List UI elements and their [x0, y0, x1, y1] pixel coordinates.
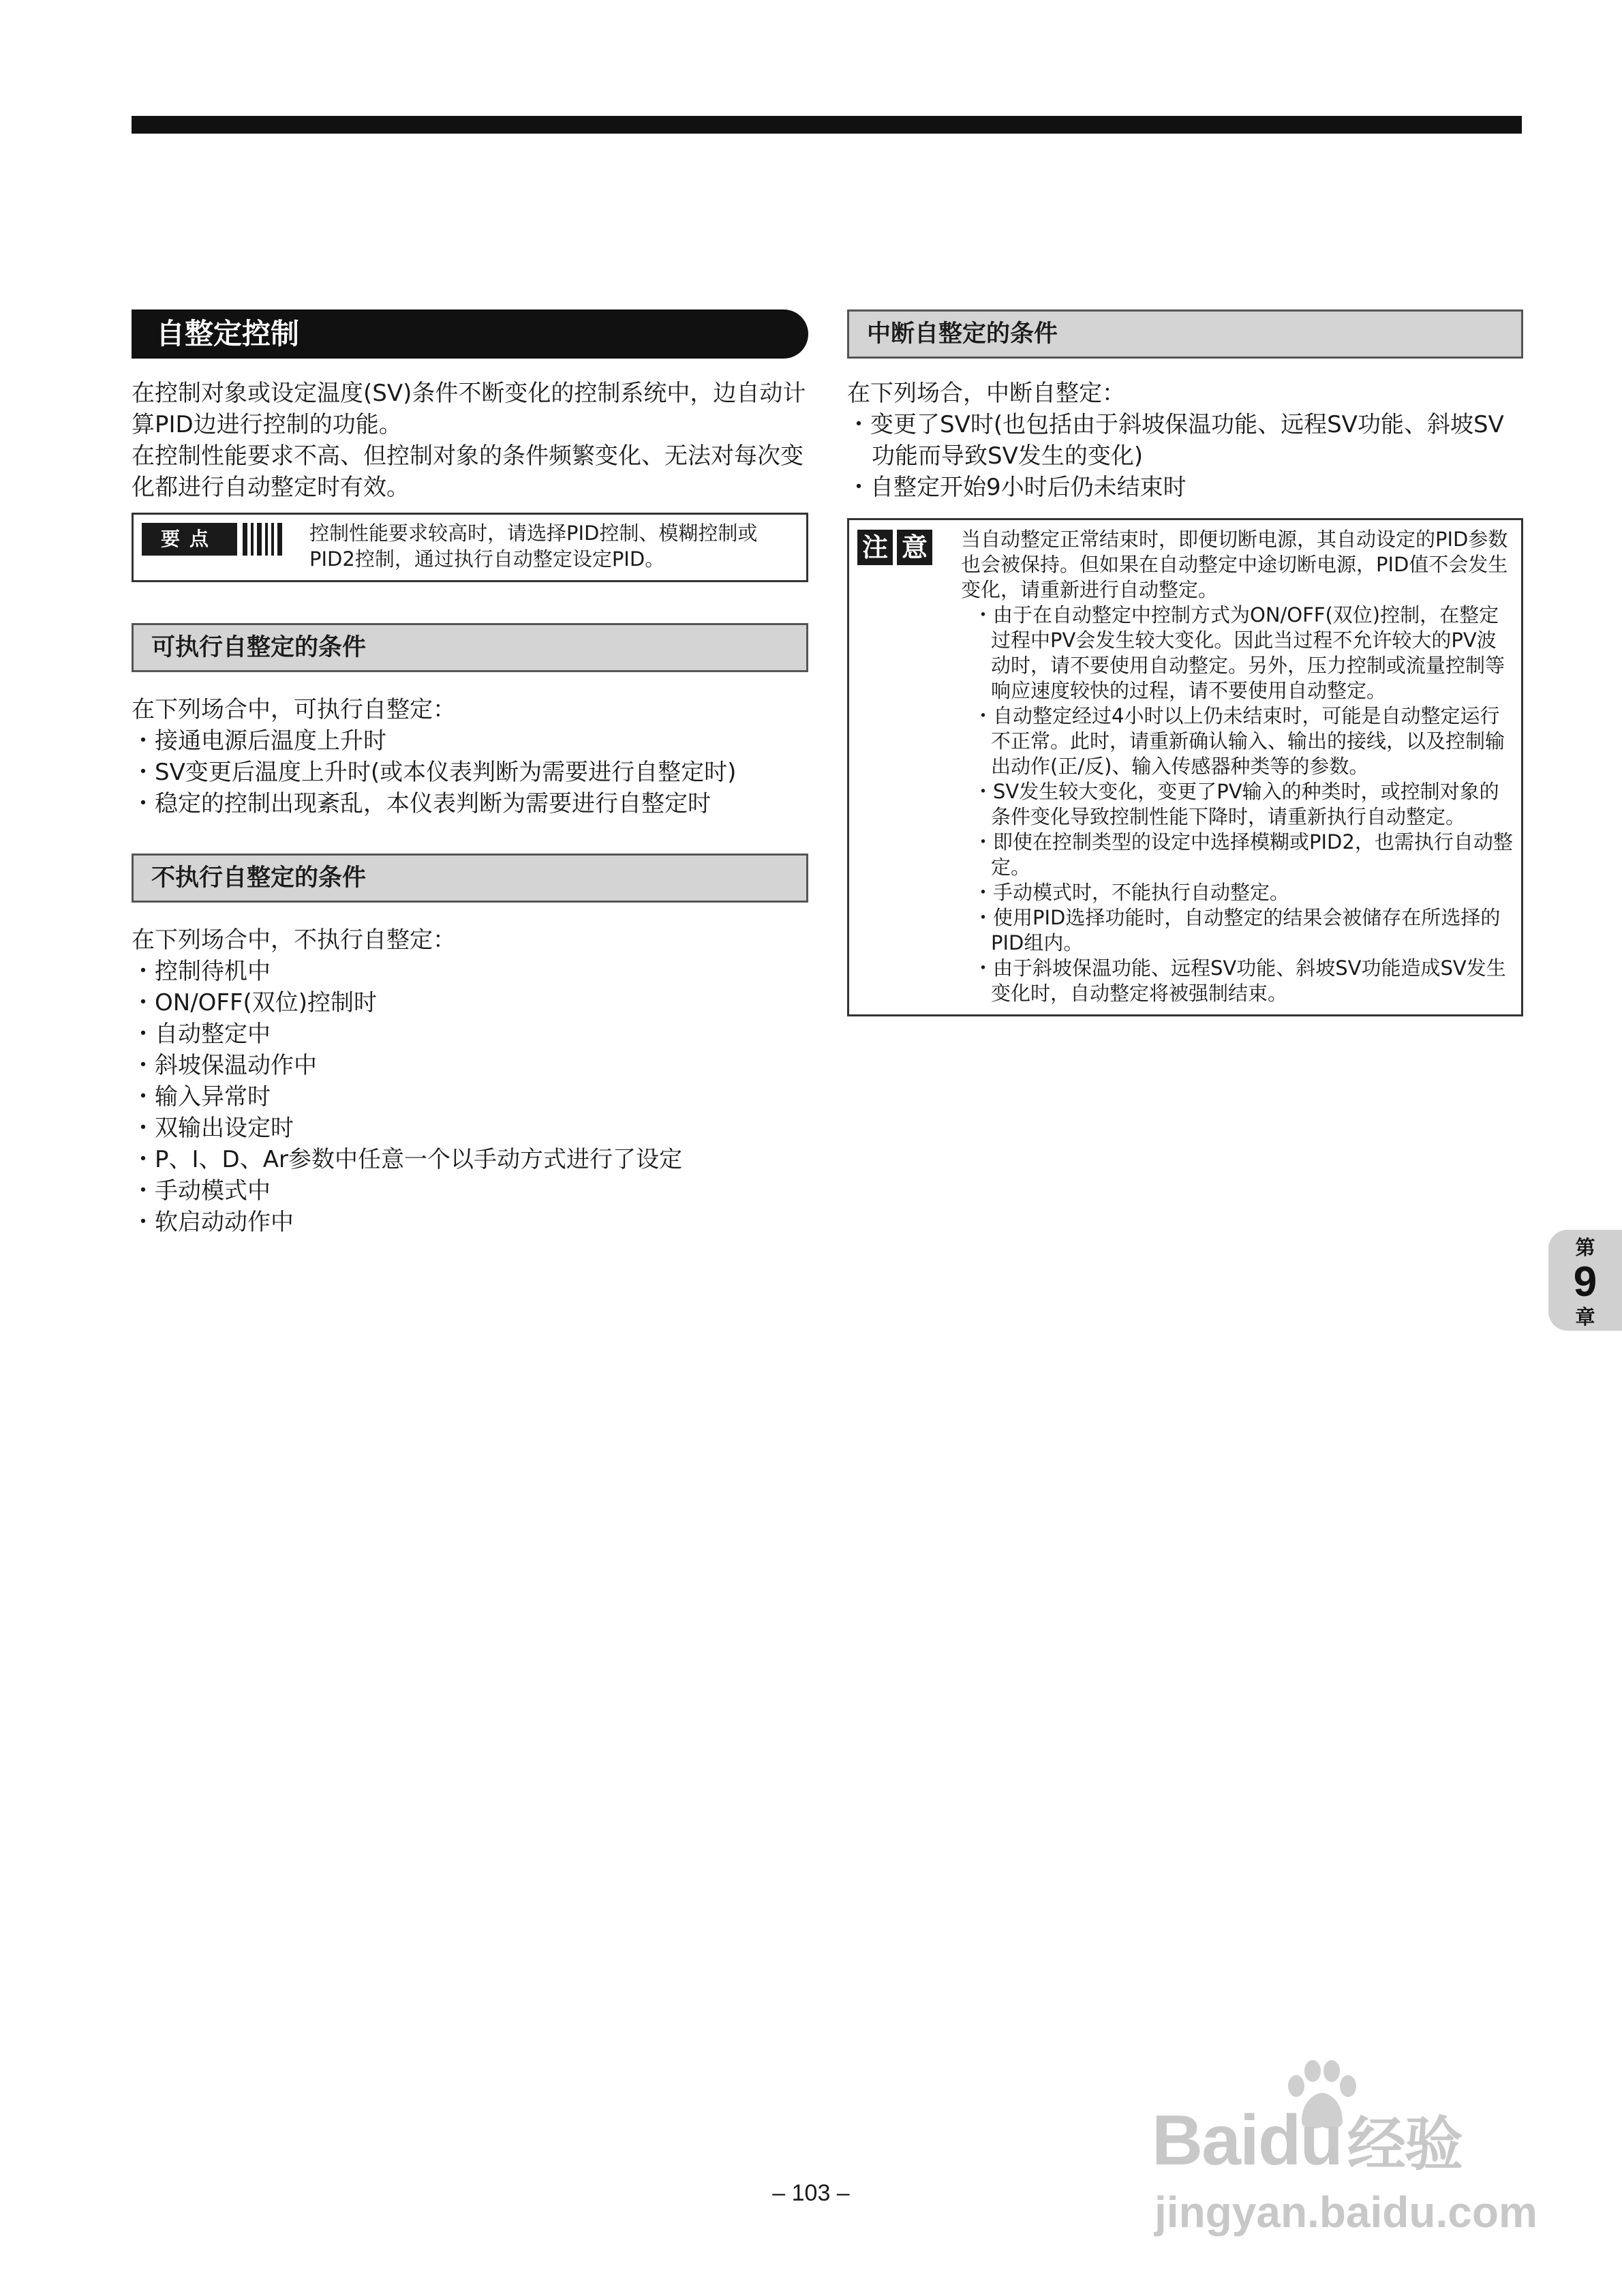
interrupt-list: [847, 409, 1523, 503]
heading-not-execute: 不执行自整定的条件: [132, 854, 808, 903]
caution-box: [847, 518, 1523, 1016]
not-execute-list: [132, 956, 808, 1238]
list-item: ・双输出设定时: [132, 1115, 294, 1142]
chapter-number: 9: [1573, 1258, 1597, 1305]
list-item: ・即使在控制类型的设定中选择模糊或PID2，也需执行自动整定。: [973, 830, 1513, 879]
right-column: [847, 309, 1523, 1016]
caution-body: [961, 527, 1514, 1006]
list-item: ・自整定开始9小时后仍未结束时: [847, 474, 1187, 501]
list-item: ・手动模式时，不能执行自动整定。: [973, 881, 1290, 904]
list-item: ・由于在自动整定中控制方式为ON/OFF(双位)控制，在整定过程中PV会发生较大变化。因此当过程不允许较大的PV波动时，请不要使用自动整定。另外，压力控制或流量控制等响应速度较快的过程，请不要使用自动整定。: [973, 603, 1505, 702]
list-item: ・P、I、D、Ar参数中任意一个以手动方式进行了设定: [132, 1146, 682, 1173]
watermark: [1152, 2059, 1537, 2237]
list-item: ・稳定的控制出现紊乱，本仪表判断为需要进行自整定时: [132, 790, 711, 817]
barcode-icon: [243, 523, 282, 556]
list-item: ・使用PID选择功能时，自动整定的结果会被储存在所选择的PID组内。: [973, 906, 1501, 954]
keypoint-box: [132, 513, 808, 582]
caution-char: 意: [897, 530, 932, 565]
list-item: ・斜坡保温动作中: [132, 1052, 317, 1079]
list-item: ・SV发生较大变化，变更了PV输入的种类时，或控制对象的条件变化导致控制性能下降时，请重新执行自动整定。: [973, 780, 1499, 828]
chapter-prefix: 第: [1575, 1236, 1595, 1259]
list-item: ・ON/OFF(双位)控制时: [132, 989, 378, 1016]
list-item: ・SV变更后温度上升时(或本仪表判断为需要进行自整定时): [132, 759, 737, 786]
list-item: ・自动整定经过4小时以上仍未结束时，可能是自动整定运行不正常。此时，请重新确认输入、输出的接线，以及控制输出动作(正/反)、输入传感器种类等的参数。: [973, 704, 1505, 778]
list-item: ・自动整定中: [132, 1021, 271, 1048]
keypoint-tag: 要点: [142, 523, 237, 556]
list-item: ・由于斜坡保温功能、远程SV功能、斜坡SV功能造成SV发生变化时，自动整定将被强制结束。: [973, 956, 1506, 1005]
list-item: ・软启动动作中: [132, 1209, 294, 1236]
interrupt-intro: 在下列场合，中断自整定：: [847, 380, 1125, 407]
list-item: ・输入异常时: [132, 1083, 271, 1111]
list-item: ・接通电源后温度上升时: [132, 727, 386, 755]
heading-interrupt: 中断自整定的条件: [847, 309, 1523, 359]
keypoint-label: [142, 523, 282, 556]
caution-intro: 当自动整定正常结束时，即便切断电源，其自动设定的PID参数也会被保持。但如果在自动整定中途切断电源，PID值不会发生变化，请重新进行自动整定。: [961, 528, 1508, 601]
list-item: ・控制待机中: [132, 958, 271, 985]
header-rule: [132, 116, 1522, 134]
heading-can-execute: 可执行自整定的条件: [132, 623, 808, 672]
keypoint-text: 控制性能要求较高时，请选择PID控制、模糊控制或PID2控制，通过执行自动整定设定PID。: [309, 522, 758, 571]
list-item: ・变更了SV时(也包括由于斜坡保温功能、远程SV功能、斜坡SV功能而导致SV发生的变化): [847, 411, 1504, 470]
intro-block: [132, 378, 808, 503]
can-execute-intro: 在下列场合中，可执行自整定：: [132, 696, 456, 723]
watermark-logo: Baidu经验: [1152, 2101, 1462, 2180]
not-execute-intro: 在下列场合中，不执行自整定：: [132, 926, 456, 954]
chapter-tab: [1548, 1230, 1622, 1331]
section-title-autotuning: 自整定控制: [132, 309, 808, 359]
chapter-suffix: 章: [1575, 1305, 1595, 1329]
caution-char: 注: [857, 530, 893, 565]
list-item: ・手动模式中: [132, 1177, 271, 1205]
can-execute-list: [132, 725, 808, 819]
watermark-url: jingyan.baidu.com: [1154, 2188, 1537, 2237]
caution-label: [857, 530, 932, 1006]
page-number: – 103 –: [772, 2180, 850, 2206]
left-column: [132, 309, 808, 1238]
intro-paragraph: 在控制对象或设定温度(SV)条件不断变化的控制系统中，边自动计算PID边进行控制的功能。: [132, 380, 806, 438]
intro-paragraph: 在控制性能要求不高、但控制对象的条件频繁变化、无法对每次变化都进行自动整定时有效。: [132, 442, 804, 501]
caution-list: [961, 603, 1514, 1006]
